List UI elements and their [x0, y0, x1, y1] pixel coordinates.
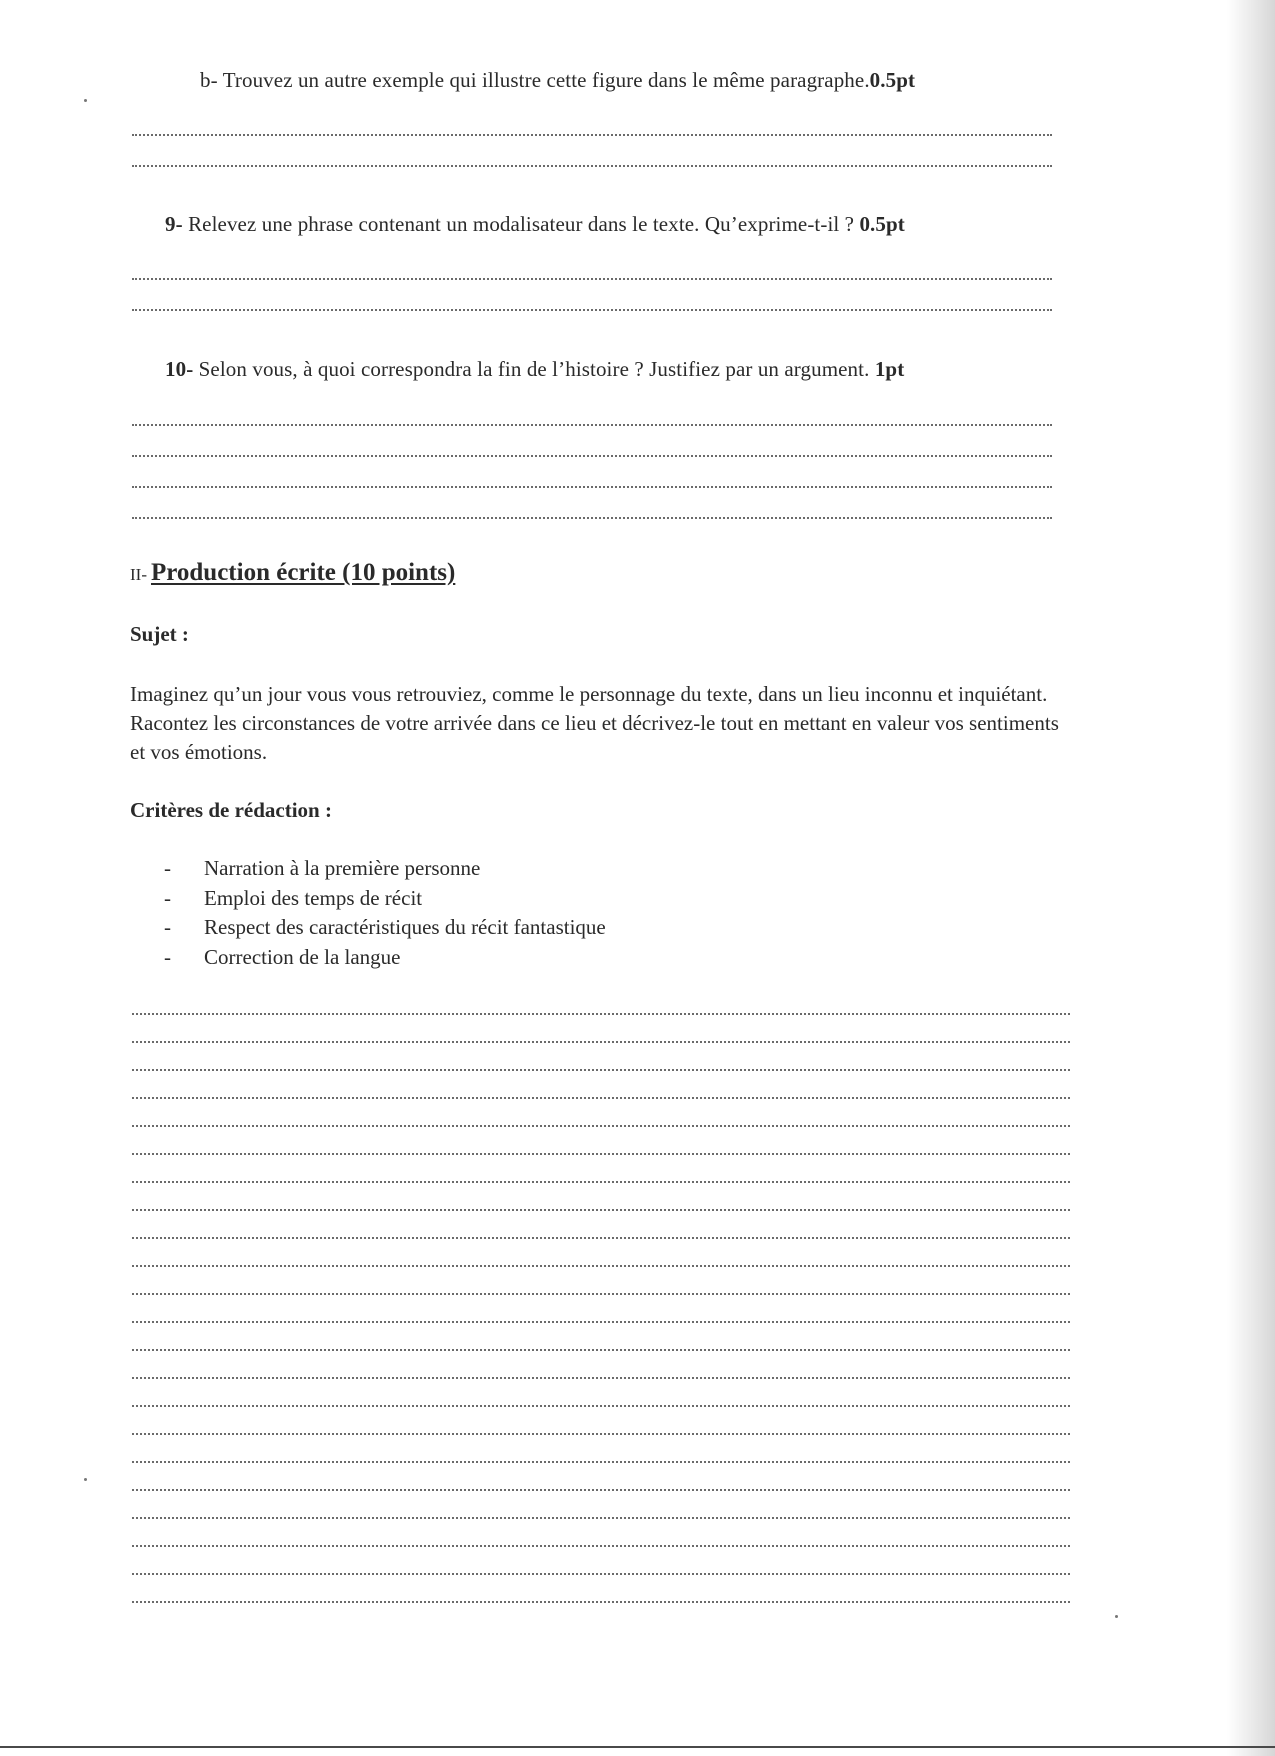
- answer-lines-9[interactable]: [132, 276, 1052, 338]
- criteria-item: [164, 913, 606, 943]
- writing-line[interactable]: [132, 1431, 1070, 1435]
- scan-speck: [84, 1478, 87, 1481]
- criteria-text: Emploi des temps de récit: [204, 885, 423, 910]
- criteria-item: [164, 884, 606, 914]
- writing-line[interactable]: [132, 1403, 1070, 1407]
- criteria-text: Narration à la première personne: [204, 856, 481, 880]
- writing-line[interactable]: [132, 1011, 1070, 1015]
- scan-speck: [84, 99, 87, 102]
- scan-bottom-edge: [0, 1746, 1275, 1748]
- question-text: Selon vous, à quoi correspondra la fin de l’histoire ? Justifiez par un argument.: [198, 357, 870, 381]
- writing-line[interactable]: [132, 1291, 1070, 1295]
- section-heading: Production écrite (10 points): [150, 559, 456, 586]
- writing-line[interactable]: [132, 1459, 1070, 1463]
- section-title: [130, 559, 455, 587]
- writing-line[interactable]: [132, 1375, 1070, 1379]
- writing-line[interactable]: [132, 1207, 1070, 1211]
- subject-label: Sujet :: [130, 622, 189, 646]
- writing-line[interactable]: [132, 1571, 1070, 1575]
- bullet-dash: -: [164, 915, 171, 939]
- subject-text: Imaginez qu’un jour vous vous retrouviez, comme le personnage du texte, dans un lieu inconnu et inquiétant. Racontez les circonstances de votre arrivée dans ce lieu et décrivez-le tout en mettant en valeur vos sentiments et vos émotions.: [130, 682, 1059, 764]
- answer-line[interactable]: [132, 422, 1052, 426]
- question-10: [165, 357, 904, 382]
- question-number: b-: [200, 68, 218, 92]
- criteria-text: Respect des caractéristiques du récit fantastique: [204, 915, 606, 939]
- scan-speck: [1115, 1615, 1118, 1618]
- writing-line[interactable]: [132, 1515, 1070, 1519]
- criteria-list: [164, 854, 606, 972]
- writing-line[interactable]: [132, 1123, 1070, 1127]
- answer-line[interactable]: [132, 132, 1052, 136]
- answer-lines-b[interactable]: [132, 132, 1052, 194]
- writing-line[interactable]: [132, 1151, 1070, 1155]
- answer-line[interactable]: [132, 307, 1052, 311]
- bullet-dash: -: [164, 944, 171, 969]
- question-number: 9-: [165, 212, 183, 236]
- question-9: [165, 212, 905, 237]
- writing-line[interactable]: [132, 1599, 1070, 1603]
- question-points: 0.5pt: [869, 68, 916, 92]
- question-points: 0.5pt: [859, 212, 905, 236]
- question-b: [200, 68, 915, 93]
- writing-line[interactable]: [132, 1095, 1070, 1099]
- writing-area[interactable]: [132, 1011, 1070, 1627]
- criteria-text: Correction de la langue: [204, 944, 401, 969]
- question-text: Trouvez un autre exemple qui illustre cette figure dans le même paragraphe.: [222, 68, 870, 92]
- answer-line[interactable]: [132, 515, 1052, 519]
- writing-line[interactable]: [132, 1179, 1070, 1183]
- answer-line[interactable]: [132, 163, 1052, 167]
- section-number: II-: [130, 565, 147, 584]
- answer-lines-10[interactable]: [132, 422, 1052, 546]
- answer-line[interactable]: [132, 276, 1052, 280]
- answer-line[interactable]: [132, 453, 1052, 457]
- criteria-label: Critères de rédaction :: [130, 798, 332, 822]
- bullet-dash: -: [164, 885, 171, 910]
- writing-line[interactable]: [132, 1039, 1070, 1043]
- writing-line[interactable]: [132, 1235, 1070, 1239]
- writing-line[interactable]: [132, 1263, 1070, 1267]
- writing-line[interactable]: [132, 1543, 1070, 1547]
- criteria-item: [164, 854, 606, 884]
- bullet-dash: -: [164, 856, 171, 880]
- criteria-item: [164, 943, 606, 973]
- answer-line[interactable]: [132, 484, 1052, 488]
- question-number: 10-: [165, 357, 194, 381]
- question-text: Relevez une phrase contenant un modalisateur dans le texte. Qu’exprime-t-il ?: [188, 212, 855, 236]
- writing-line[interactable]: [132, 1347, 1070, 1351]
- writing-line[interactable]: [132, 1319, 1070, 1323]
- writing-line[interactable]: [132, 1067, 1070, 1071]
- scan-edge-shadow: [1227, 0, 1275, 1756]
- question-points: 1pt: [874, 357, 905, 381]
- writing-line[interactable]: [132, 1487, 1070, 1491]
